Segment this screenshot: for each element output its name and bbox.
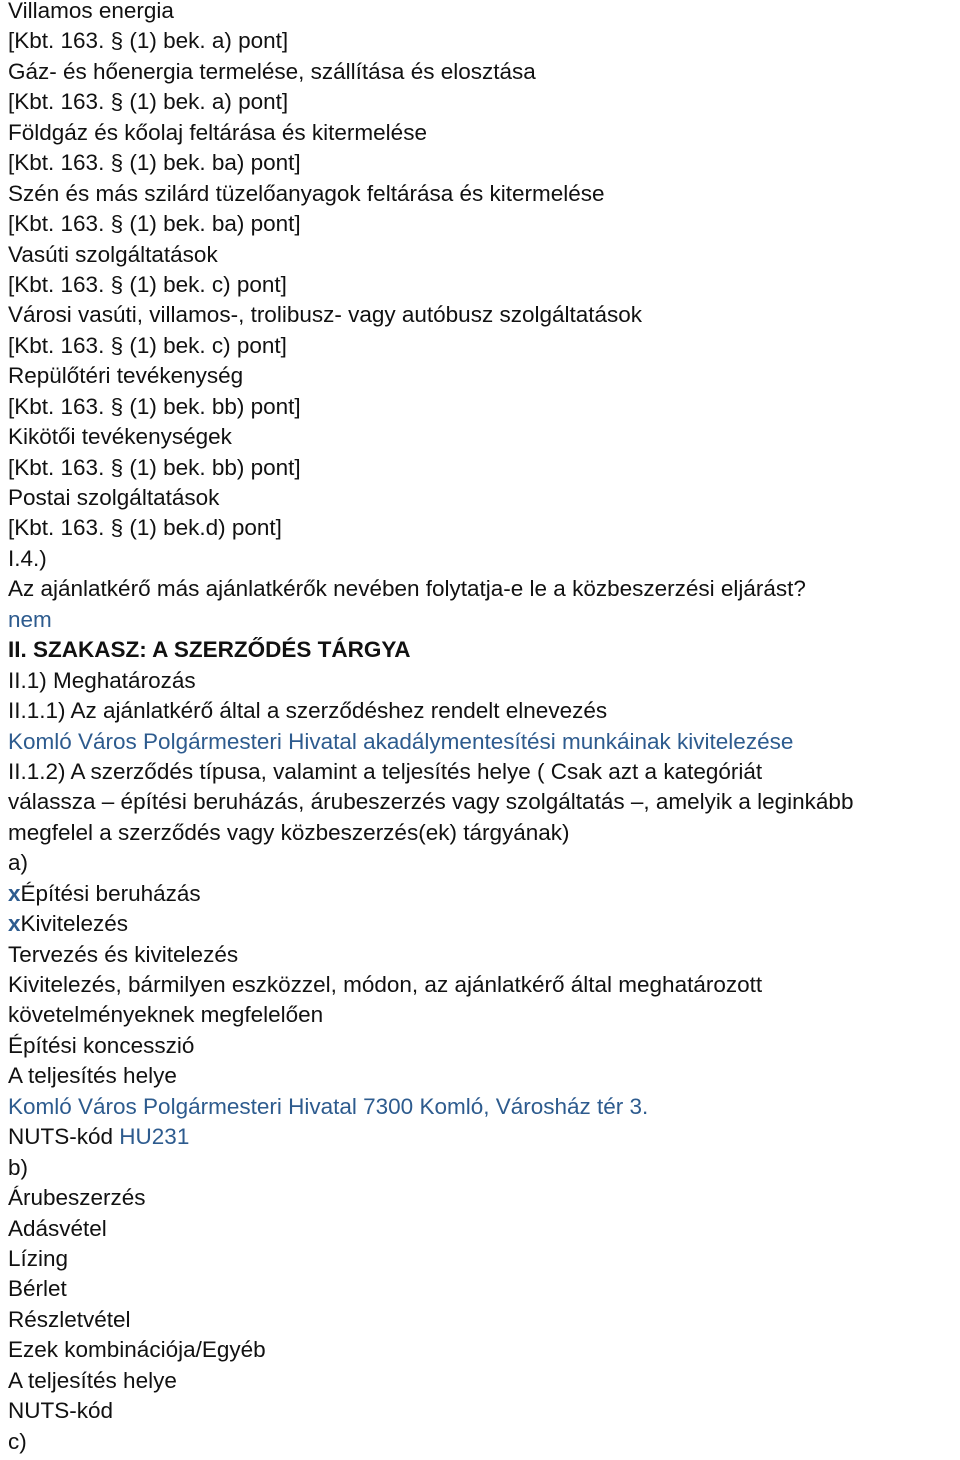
text-line: Szén és más szilárd tüzelőanyagok feltárása és kitermelése bbox=[8, 180, 605, 206]
option-label: Ezek kombinációja/Egyéb bbox=[8, 1337, 266, 1363]
option-label: követelményeknek megfelelően bbox=[8, 1002, 324, 1028]
legal-reference: [Kbt. 163. § (1) bek. bb) pont] bbox=[8, 454, 301, 480]
nuts-code-value: HU231 bbox=[119, 1124, 190, 1150]
option-label: Tervezés és kivitelezés bbox=[8, 941, 239, 967]
option-label: Építési beruházás bbox=[20, 880, 201, 906]
section-heading: II. SZAKASZ: A SZERZŐDÉS TÁRGYA bbox=[8, 637, 411, 663]
option-label: Kivitelezés, bármilyen eszközzel, módon, az ajánlatkérő által meghatározott bbox=[8, 972, 763, 997]
nuts-code-line bbox=[8, 1122, 960, 1152]
text-line: Városi vasúti, villamos-, trolibusz- vagy autóbusz szolgáltatások bbox=[8, 302, 643, 328]
text-line: Földgáz és kőolaj feltárása és kitermelése bbox=[8, 119, 427, 145]
option-label: Építési koncesszió bbox=[8, 1032, 195, 1058]
subsection-heading: II.1) Meghatározás bbox=[8, 667, 196, 693]
answer-value: nem bbox=[8, 606, 52, 632]
section-number: I.4.) bbox=[8, 545, 47, 571]
question-text: Az ajánlatkérő más ajánlatkérők nevében folytatja-e le a közbeszerzési eljárást? bbox=[8, 576, 806, 602]
contract-title-value: Komló Város Polgármesteri Hivatal akadálymentesítési munkáinak kivitelezése bbox=[8, 728, 794, 754]
text-line: Gáz- és hőenergia termelése, szállítása és elosztása bbox=[8, 58, 536, 84]
category-label: b) bbox=[8, 1154, 29, 1180]
option-execution bbox=[8, 909, 960, 939]
field-label: NUTS-kód bbox=[8, 1398, 114, 1424]
legal-reference: [Kbt. 163. § (1) bek. ba) pont] bbox=[8, 150, 301, 176]
legal-reference: [Kbt. 163. § (1) bek. a) pont] bbox=[8, 89, 289, 115]
text-line: Repülőtéri tevékenység bbox=[8, 363, 244, 389]
text-line: Villamos energia bbox=[8, 0, 174, 23]
option-label: Árubeszerzés bbox=[8, 1185, 146, 1211]
legal-reference: [Kbt. 163. § (1) bek.d) pont] bbox=[8, 515, 282, 541]
field-label: A teljesítés helye bbox=[8, 1367, 177, 1393]
nuts-code-label: NUTS-kód bbox=[8, 1124, 114, 1150]
check-mark: x bbox=[8, 911, 21, 937]
legal-reference: [Kbt. 163. § (1) bek. c) pont] bbox=[8, 271, 287, 297]
option-label: Lízing bbox=[8, 1245, 69, 1271]
option-label: Bérlet bbox=[8, 1276, 67, 1302]
category-label: c) bbox=[8, 1428, 27, 1454]
text-line: Vasúti szolgáltatások bbox=[8, 241, 218, 267]
option-label: Kivitelezés bbox=[20, 911, 129, 937]
legal-reference: [Kbt. 163. § (1) bek. a) pont] bbox=[8, 28, 289, 54]
category-label: a) bbox=[8, 850, 29, 876]
field-label: A teljesítés helye bbox=[8, 1063, 177, 1089]
option-label: Részletvétel bbox=[8, 1306, 131, 1332]
field-label: válassza – építési beruházás, árubeszerzés vagy szolgáltatás –, amelyik a leginkább bbox=[8, 789, 854, 815]
legal-reference: [Kbt. 163. § (1) bek. c) pont] bbox=[8, 332, 287, 358]
check-mark: x bbox=[8, 880, 21, 906]
place-of-performance-value: Komló Város Polgármesteri Hivatal 7300 Komló, Városház tér 3. bbox=[8, 1093, 649, 1119]
legal-reference: [Kbt. 163. § (1) bek. ba) pont] bbox=[8, 211, 301, 237]
option-works bbox=[8, 879, 960, 909]
text-line: Postai szolgáltatások bbox=[8, 485, 220, 510]
field-label: II.1.2) A szerződés típusa, valamint a teljesítés helye ( Csak azt a kategóriát bbox=[8, 758, 763, 784]
legal-reference: [Kbt. 163. § (1) bek. bb) pont] bbox=[8, 393, 301, 419]
field-label: II.1.1) Az ajánlatkérő által a szerződéshez rendelt elnevezés bbox=[8, 698, 608, 724]
text-line: Kikötői tevékenységek bbox=[8, 424, 232, 450]
option-label: Adásvétel bbox=[8, 1215, 107, 1241]
field-label: megfelel a szerződés vagy közbeszerzés(ek) tárgyának) bbox=[8, 819, 570, 845]
